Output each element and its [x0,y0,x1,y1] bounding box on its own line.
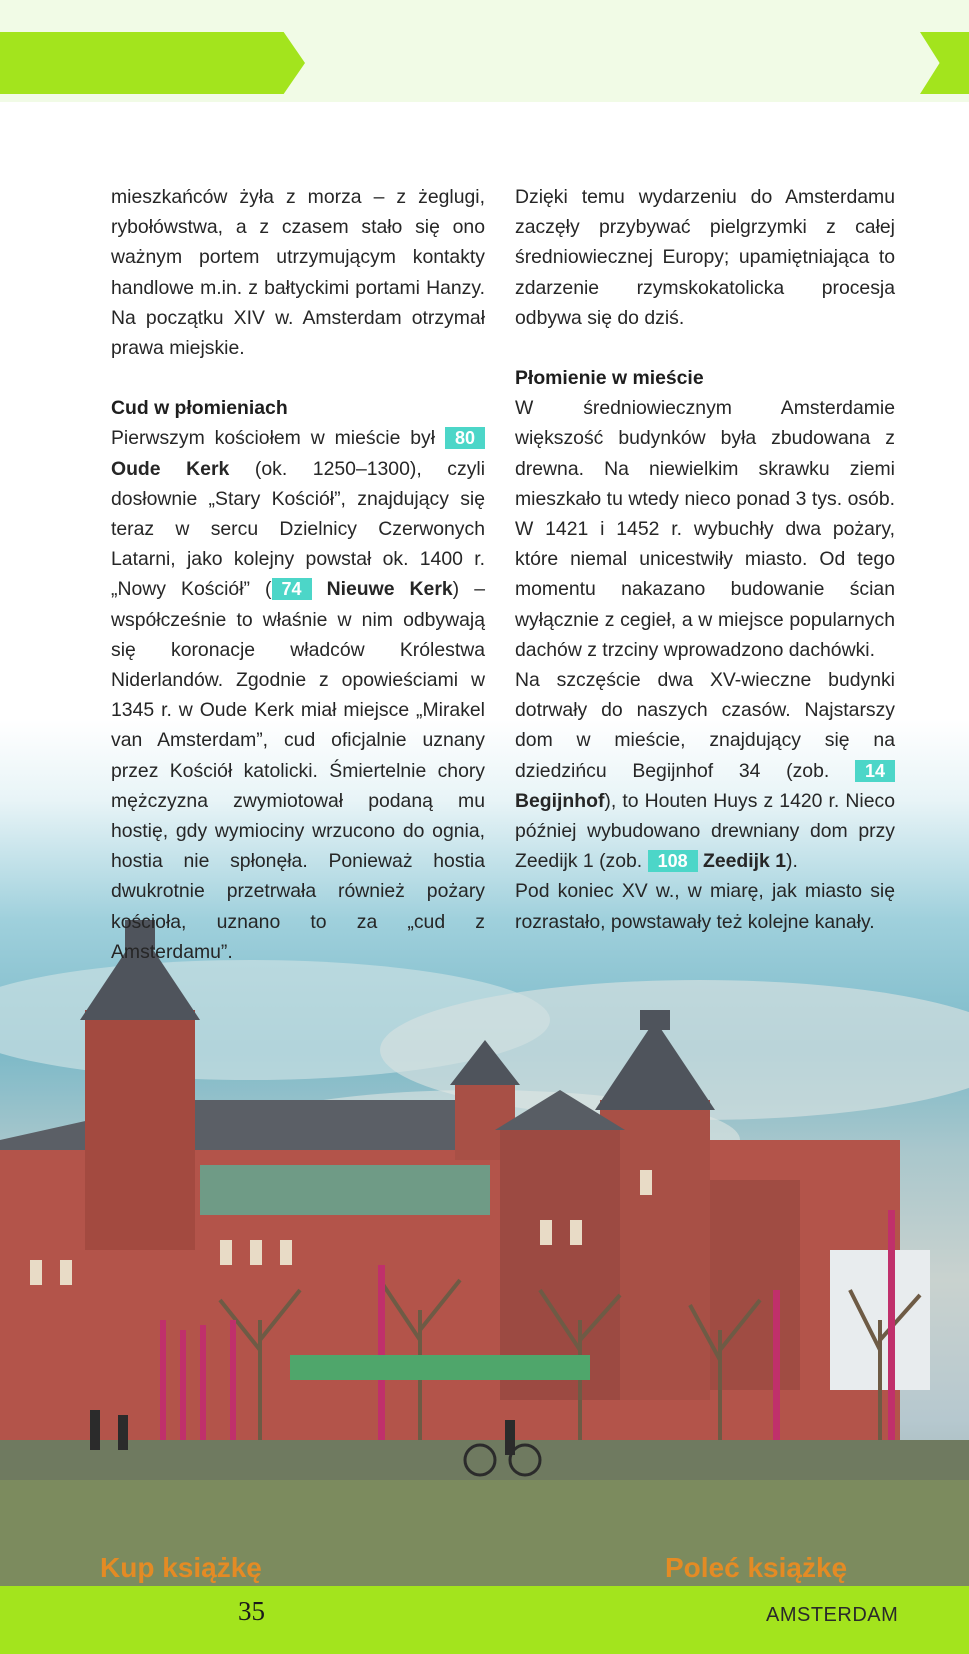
text-run: Na szczęście dwa XV-wieczne budynki dotrwały do naszych czasów. Najstarszy dom w mieście, znajdujący się na dziedzińcu Begijnhof 34 (zob. [515,669,895,782]
place-name-zeedijk: Zeedijk 1 [703,850,787,873]
right-column [515,182,895,937]
section-title: AMSTERDAM [766,1604,899,1626]
place-name-begijnhof: Begijnhof [515,789,605,812]
place-badge-108[interactable]: 108 [648,850,698,872]
place-badge-14[interactable]: 14 [855,760,895,782]
section-heading-cud: Cud w płomieniach [111,397,288,420]
page-number: 35 [238,1596,265,1626]
place-badge-74[interactable]: 74 [272,578,312,600]
section-heading-plomienie: Płomienie w mieście [515,367,704,390]
text-run: (ok. 1250–1300), czyli dosłownie „Stary Kościół”, znajdujący się teraz w sercu Dzielnicy Czerwonych Latarni, jako kolejny powstał ok. 1400 r. „Nowy Kościół” ( [111,457,486,601]
place-name-nieuwe-kerk: Nieuwe Kerk [326,578,453,601]
header-arrow-left [0,32,305,94]
right-intro-paragraph: Dzięki temu wydarzeniu do Amsterdamu zaczęły przybywać pielgrzymki z całej średniowiecznej Europy; upamiętniająca to zdarzenie rzymskokatolicka procesja odbywa się do dziś. [515,186,895,329]
place-name-oude-kerk: Oude Kerk [111,457,230,480]
text-run: ) – współcześnie to właśnie w nim odbywają się koronacje władców Królestwa Niderlandów. Zgodnie z opowieściami w 1345 r. w Oude Kerk miał miejsce „Mirakel van Amsterdam”, cud oficjalnie uznany przez Kościół katolicki. Śmiertelnie chory mężczyzna zwymiotował podaną mu hostię, gdy wymiociny wrzucono do ognia, hostia nie spłonęła. Ponieważ hostia dwukrotnie przetrwała również pożary kościoła, uznano to za „cud z Amsterdamu”. [111,578,485,963]
right-body-paragraph-3: Pod koniec XV w., w miarę, jak miasto się rozrastało, powstawały też kolejne kanały. [515,880,895,933]
text-run: Pierwszym kościołem w mieście był [111,427,445,450]
text-run: ). [786,850,798,873]
recommend-book-link[interactable]: Poleć książkę [665,1552,848,1583]
text-run: ), to Houten Huys z 1420 r. Nieco później wybudowano drewniany dom przy Zeedijk 1 (zob. [515,789,895,873]
right-body-paragraph-1: W średniowiecznym Amsterdamie większość budynków była zbudowana z drewna. Na niewielkim skrawku ziemi mieszkało tu wtedy nieco ponad 3 tys. osób. W 1421 i 1452 r. wybuchły dwa pożary, które niemal unicestwiły miasto. Od tego momentu nakazano budowanie ścian wyłącznie z cegieł, a w miejsce popularnych dachów z trzciny wprowadzono dachówki. [515,397,895,661]
left-body-paragraph [111,423,485,967]
left-intro-paragraph: mieszkańców żyła z morza – z żeglugi, rybołówstwa, a z czasem stało się ono ważnym portem utrzymującym kontakty handlowe m.in. z bałtyckimi portami Hanzy. Na początku XIV w. Amsterdam otrzymał prawa miejskie. [111,186,485,360]
right-body-paragraph-2 [515,665,895,876]
buy-book-link[interactable]: Kup książkę [100,1552,262,1583]
place-badge-80[interactable]: 80 [445,427,485,449]
left-column [111,182,485,967]
